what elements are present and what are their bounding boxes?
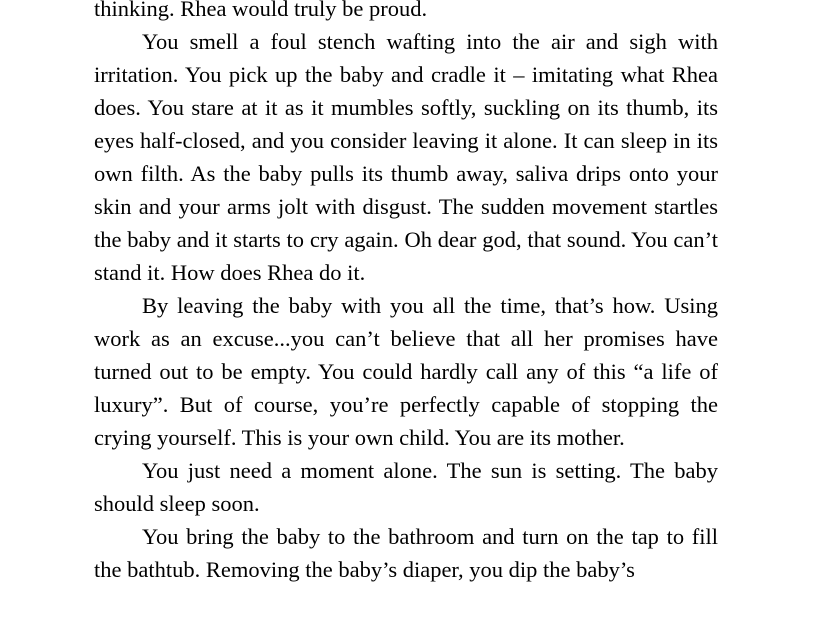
paragraph-continued: thinking. Rhea would truly be proud. <box>94 0 428 21</box>
paragraph: By leaving the baby with you all the time, that’s how. Using work as an excuse...you can’t believe that all her promises have turned out to be empty. You could hardly call any of this “a life of luxury”. But of course, you’re perfectly capable of stopping the crying yourself. This is your own child. You are its mother. <box>94 293 718 450</box>
paragraph: You bring the baby to the bathroom and turn on the tap to fill the bathtub. Removing the baby’s diaper, you dip the baby’s <box>94 524 718 582</box>
paragraph: You just need a moment alone. The sun is setting. The baby should sleep soon. <box>94 458 718 516</box>
paragraph: You smell a foul stench wafting into the air and sigh with irritation. You pick up the baby and cradle it – imitating what Rhea does. You stare at it as it mumbles softly, suckling on its thumb, its eyes half-closed, and you consider leaving it alone. It can sleep in its own filth. As the baby pulls its thumb away, saliva drips onto your skin and your arms jolt with disgust. The sudden movement startles the baby and it starts to cry again. Oh dear god, that sound. You can’t stand it. How does Rhea do it. <box>94 29 718 285</box>
document-page <box>94 0 718 586</box>
